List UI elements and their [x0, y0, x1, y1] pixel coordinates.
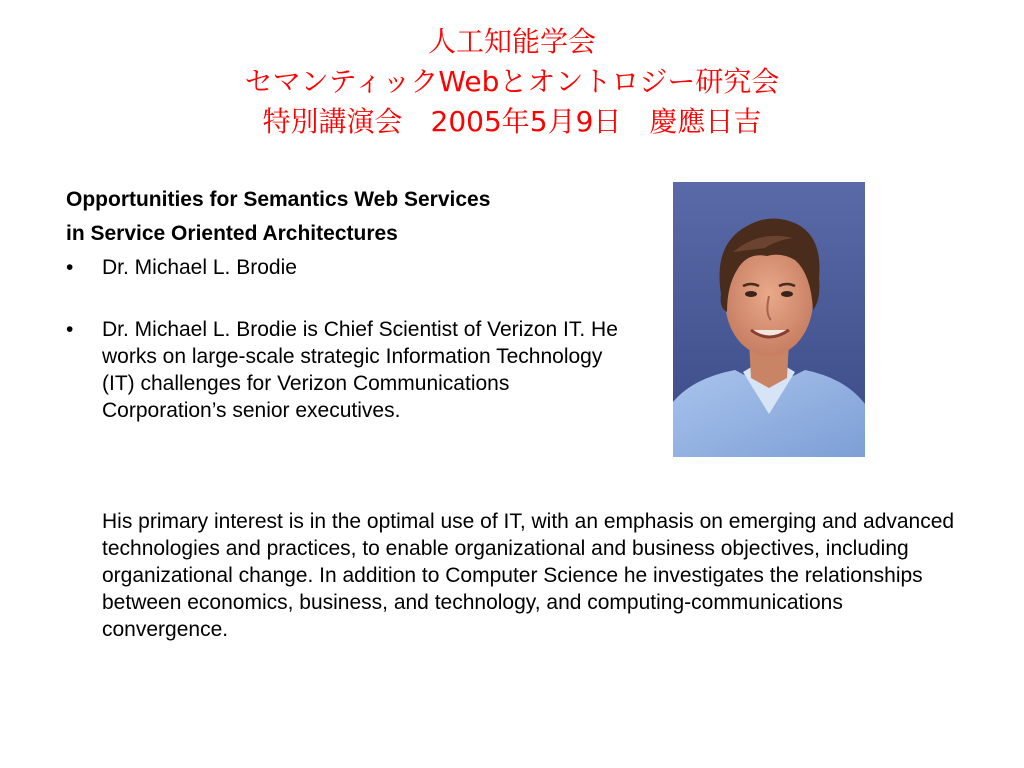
- bio-paragraph: His primary interest is in the optimal use of IT, with an emphasis on emerging and advanced technologies and practices, to enable organizational and business objectives, including organizational change. In addition to Computer Science he investigates the relationships between economics, business, and technology, and computing-communications convergence.: [102, 510, 955, 641]
- bullet-text: Dr. Michael L. Brodie: [102, 256, 297, 279]
- bullet-marker: •: [66, 318, 74, 341]
- bullet-speaker-name: [66, 254, 626, 281]
- bullet-marker: •: [66, 256, 74, 279]
- talk-title-line-1: Opportunities for Semantics Web Services: [66, 188, 491, 211]
- speaker-photo: [673, 182, 865, 457]
- title-line-event-date: 特別講演会 2005年5月9日 慶應日吉: [262, 105, 762, 138]
- bullet-speaker-bio: [66, 316, 626, 424]
- bullet-text: Dr. Michael L. Brodie is Chief Scientist of Verizon IT. He works on large-scale strategic Information Technology (IT) challenges for Verizon Communications Corporation’s senior executives.: [102, 318, 618, 422]
- talk-title: [66, 183, 666, 251]
- title-line-workshop: セマンティックWebとオントロジー研究会: [244, 65, 780, 98]
- title-line-society: 人工知能学会: [427, 25, 596, 58]
- speaker-portrait: [673, 182, 865, 457]
- slide-title: [0, 22, 1024, 142]
- talk-title-line-2: in Service Oriented Architectures: [66, 222, 398, 245]
